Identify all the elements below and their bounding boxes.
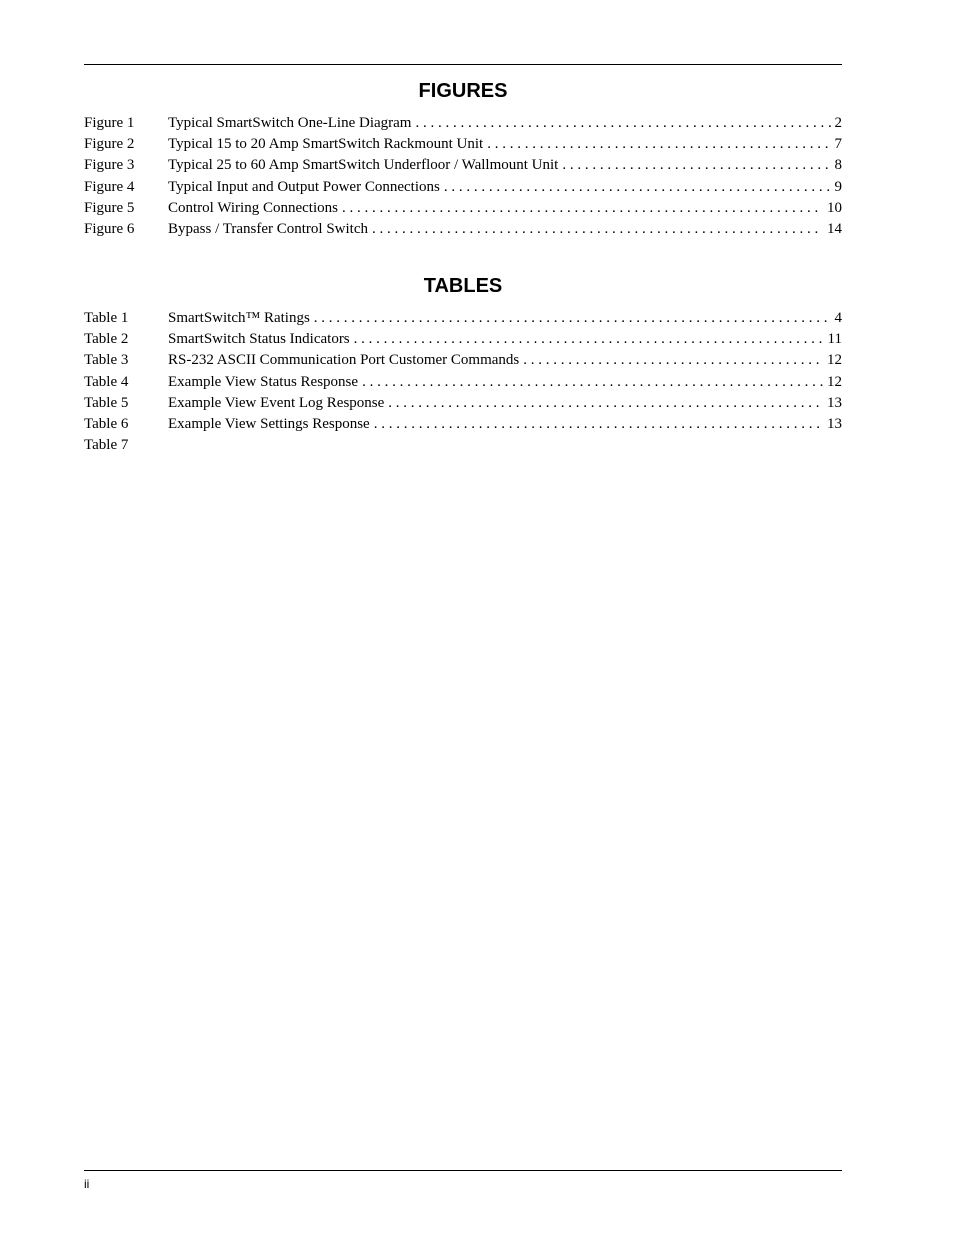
table-entry[interactable]	[84, 308, 842, 329]
table-title: Example View Event Log Response	[168, 394, 385, 411]
table-label: Table 3	[84, 352, 129, 369]
table-label: Table 5	[84, 394, 129, 411]
table-title: Example View Settings Response	[168, 415, 370, 432]
table-label: Table 1	[84, 310, 129, 326]
table-page-number: 11	[827, 331, 842, 348]
figure-title: Typical Input and Output Power Connections	[168, 178, 440, 195]
table-entry[interactable]	[84, 435, 842, 456]
figure-title: Typical 15 to 20 Amp SmartSwitch Rackmount Unit	[168, 136, 484, 153]
figure-title: Typical 25 to 60 Amp SmartSwitch Underfloor / Wallmount Unit	[168, 157, 559, 174]
figure-page-number: 14	[827, 220, 842, 237]
table-entry[interactable]	[84, 372, 842, 393]
table-page-number: 4	[834, 310, 842, 326]
figure-page-number: 7	[834, 136, 842, 153]
table-label: Table 6	[84, 415, 129, 432]
figures-heading: FIGURES	[418, 80, 508, 102]
figure-title: Bypass / Transfer Control Switch	[168, 220, 369, 237]
figure-label: Figure 6	[84, 220, 135, 237]
figure-label: Figure 1	[84, 115, 135, 131]
table-page-number: 13	[827, 415, 842, 432]
table-entry[interactable]	[84, 350, 842, 371]
dot-leader	[314, 308, 831, 329]
figure-title: Control Wiring Connections	[168, 199, 338, 216]
figure-label: Figure 5	[84, 199, 135, 216]
figure-label: Figure 2	[84, 136, 135, 153]
table-label: Table 2	[84, 331, 129, 348]
dot-leader	[415, 113, 830, 134]
figure-entry[interactable]	[84, 113, 842, 134]
figure-entry[interactable]	[84, 198, 842, 219]
table-label: Table 7	[84, 437, 129, 454]
figure-entry[interactable]	[84, 177, 842, 198]
page-number: ii	[84, 1177, 90, 1191]
table-page-number: 12	[827, 373, 842, 390]
table-entry[interactable]	[84, 329, 842, 350]
dot-leader	[342, 198, 823, 219]
tables-heading: TABLES	[423, 275, 503, 297]
tables-list	[84, 308, 842, 456]
figure-title: Typical SmartSwitch One-Line Diagram	[168, 115, 412, 131]
bottom-rule	[84, 1170, 842, 1171]
table-title: SmartSwitch Status Indicators	[168, 331, 350, 348]
table-entry[interactable]	[84, 414, 842, 435]
dot-leader	[374, 414, 823, 435]
table-page-number: 13	[827, 394, 842, 411]
dot-leader	[362, 372, 823, 393]
figure-page-number: 9	[834, 178, 842, 195]
figure-page-number: 2	[834, 115, 842, 131]
table-entry[interactable]	[84, 393, 842, 414]
figure-page-number: 8	[834, 157, 842, 174]
table-title: Example View Status Response	[168, 373, 359, 390]
table-title: RS-232 ASCII Communication Port Customer Commands	[168, 352, 520, 369]
dot-leader	[487, 134, 830, 155]
dot-leader	[562, 155, 830, 176]
figure-label: Figure 4	[84, 178, 135, 195]
figure-entry[interactable]	[84, 219, 842, 240]
dot-leader	[523, 350, 823, 371]
top-rule	[84, 64, 842, 65]
figure-entry[interactable]	[84, 134, 842, 155]
dot-leader	[388, 393, 823, 414]
table-page-number: 12	[827, 352, 842, 369]
table-label: Table 4	[84, 373, 129, 390]
figures-list	[84, 113, 842, 240]
figure-entry[interactable]	[84, 155, 842, 176]
dot-leader	[372, 219, 823, 240]
dot-leader	[354, 329, 824, 350]
figure-page-number: 10	[827, 199, 842, 216]
dot-leader	[444, 177, 831, 198]
figure-label: Figure 3	[84, 157, 135, 174]
table-title: SmartSwitch™ Ratings	[168, 310, 310, 326]
